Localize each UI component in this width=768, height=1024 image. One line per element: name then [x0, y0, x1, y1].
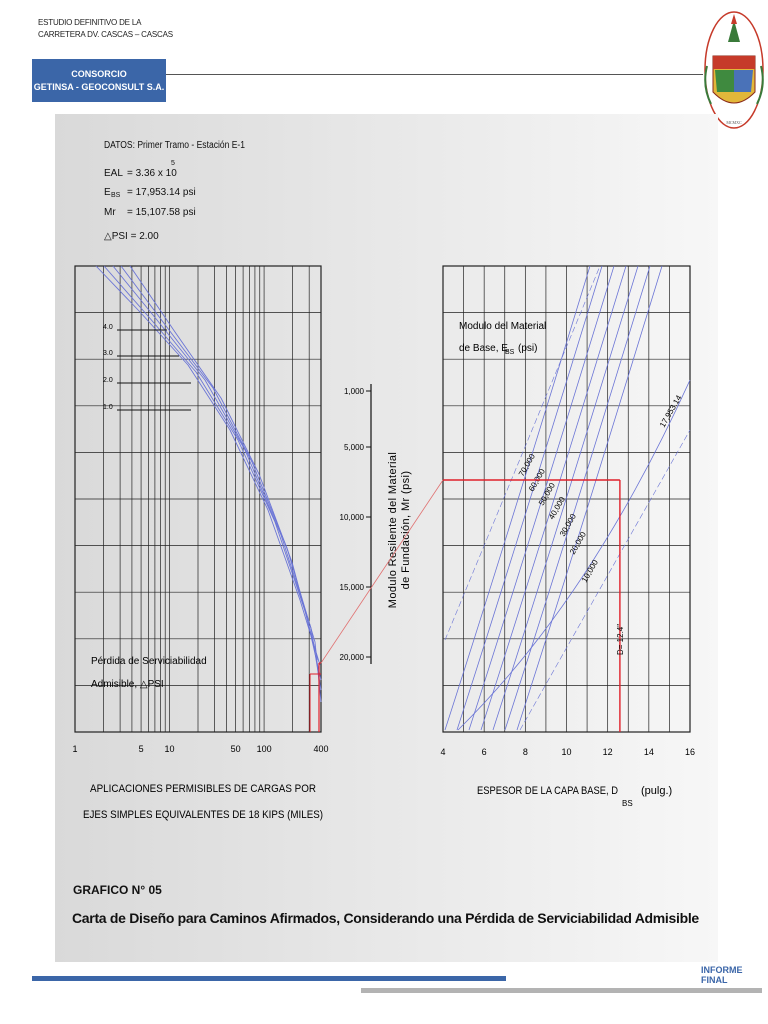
base-modulus-label: 10,000	[579, 558, 600, 584]
base-modulus-label: 17,953.14	[657, 393, 684, 429]
mr-tick-label: 5,000	[343, 443, 364, 452]
left-tick-label: 50	[230, 744, 241, 754]
footer-bar-gray	[361, 988, 762, 993]
right-xlabel-subscript: BS	[622, 799, 633, 808]
right-xlabel: ESPESOR DE LA CAPA BASE, D	[477, 785, 619, 797]
right-tick-label: 6	[481, 747, 487, 757]
right-tick-label: 10	[561, 747, 572, 757]
mr-tick-label: 20,000	[339, 653, 364, 662]
psi-level-label: 3.0	[103, 350, 113, 357]
mr-tick-label: 1,000	[343, 387, 364, 396]
left-chart	[72, 266, 328, 821]
left-xlabel-line2: EJES SIMPLES EQUIVALENTES DE 18 KIPS (MILES)	[83, 809, 323, 821]
serviceability-curve	[130, 266, 318, 660]
left-tick-label: 1	[72, 744, 78, 754]
psi-label: △PSI = 2.00	[104, 231, 159, 242]
mr-scale-ticks	[340, 384, 371, 664]
consortium-label: CONSORCIO	[71, 68, 127, 79]
ebs-label: E	[104, 187, 111, 198]
left-tick-label: 400	[313, 744, 329, 754]
left-x-ticks	[72, 744, 328, 754]
project-title-line2: CARRETERA DV. CASCAS – CASCAS	[38, 30, 173, 39]
footer-bar-blue	[32, 976, 506, 981]
base-modulus-annotation-line1: Modulo del Material	[459, 321, 547, 332]
eal-exponent: 5	[171, 160, 175, 167]
base-modulus-line	[493, 266, 638, 730]
left-tick-label: 10	[164, 744, 175, 754]
base-modulus-label: 60,000	[526, 467, 547, 493]
project-title-line1: ESTUDIO DEFINITIVO DE LA	[38, 18, 142, 27]
psi-annotation-line2: Admisible, △PSI	[91, 679, 164, 690]
ebs-subscript: BS	[111, 192, 121, 199]
base-modulus-line	[445, 266, 590, 730]
psi-level-label: 4.0	[103, 324, 113, 331]
psi-level-label: 1.0	[103, 404, 113, 411]
right-x-ticks	[440, 747, 695, 757]
base-modulus-line	[520, 430, 690, 730]
serviceability-curve	[121, 266, 321, 702]
right-chart	[440, 266, 695, 808]
base-modulus-line	[481, 266, 626, 730]
mr-ylabel-line2: de Fundación, Mr (psi)	[400, 470, 412, 590]
figure-number: GRAFICO N° 05	[73, 883, 162, 897]
figure-caption: Carta de Diseño para Caminos Afirmados, Considerando una Pérdida de Serviciabilidad Admisible	[72, 910, 699, 926]
base-modulus-annotation-line2: de Base, E	[459, 343, 508, 354]
eal-label: EAL	[104, 168, 123, 179]
left-tick-label: 100	[256, 744, 272, 754]
consortium-name: GETINSA - GEOCONSULT S.A.	[33, 81, 165, 92]
psi-level-labels	[103, 324, 191, 411]
report-label: INFORME FINAL	[701, 965, 743, 985]
left-chart-curves	[96, 266, 321, 702]
seal-year: MCMXC	[726, 120, 742, 125]
base-modulus-line	[457, 266, 602, 730]
mr-label: Mr	[104, 207, 116, 218]
base-modulus-label: 20,000	[567, 530, 588, 556]
left-tick-label: 5	[138, 744, 144, 754]
serviceability-curve	[96, 266, 320, 665]
right-tick-label: 16	[684, 747, 696, 757]
psi-annotation-line1: Pérdida de Serviciabilidad	[91, 656, 207, 667]
mr-tick-label: 10,000	[339, 513, 364, 522]
base-modulus-label: 30,000	[557, 512, 578, 538]
right-tick-label: 12	[602, 747, 613, 757]
mr-tick-label: 15,000	[339, 583, 364, 592]
serviceability-curve	[104, 266, 321, 680]
base-modulus-label: 70,000	[516, 452, 537, 478]
right-tick-label: 8	[522, 747, 528, 757]
left-xlabel-line1: APLICACIONES PERMISIBLES DE CARGAS POR	[90, 783, 317, 795]
ebs-value: = 17,953.14 psi	[127, 187, 196, 198]
base-modulus-label: 40,000	[546, 495, 567, 521]
psi-level-label: 2.0	[103, 377, 113, 384]
result-connector	[321, 480, 443, 663]
result-thickness-label: D= 12.4"	[616, 623, 625, 655]
data-title: DATOS: Primer Tramo - Estación E-1	[104, 140, 246, 151]
base-modulus-unit: (psi)	[518, 343, 538, 354]
right-chart-curves	[445, 266, 690, 730]
eal-value: = 3.36 x 10	[127, 168, 177, 179]
mr-value: = 15,107.58 psi	[127, 207, 196, 218]
base-modulus-subscript: BS	[505, 349, 515, 356]
data-block	[104, 140, 245, 242]
mr-scale	[340, 384, 412, 664]
right-tick-label: 4	[440, 747, 446, 757]
base-modulus-label: 50,000	[536, 481, 557, 507]
right-xlabel-unit: (pulg.)	[641, 785, 673, 797]
mr-ylabel-line1: Modulo Resilente del Material	[387, 451, 399, 609]
right-tick-label: 14	[643, 747, 654, 757]
